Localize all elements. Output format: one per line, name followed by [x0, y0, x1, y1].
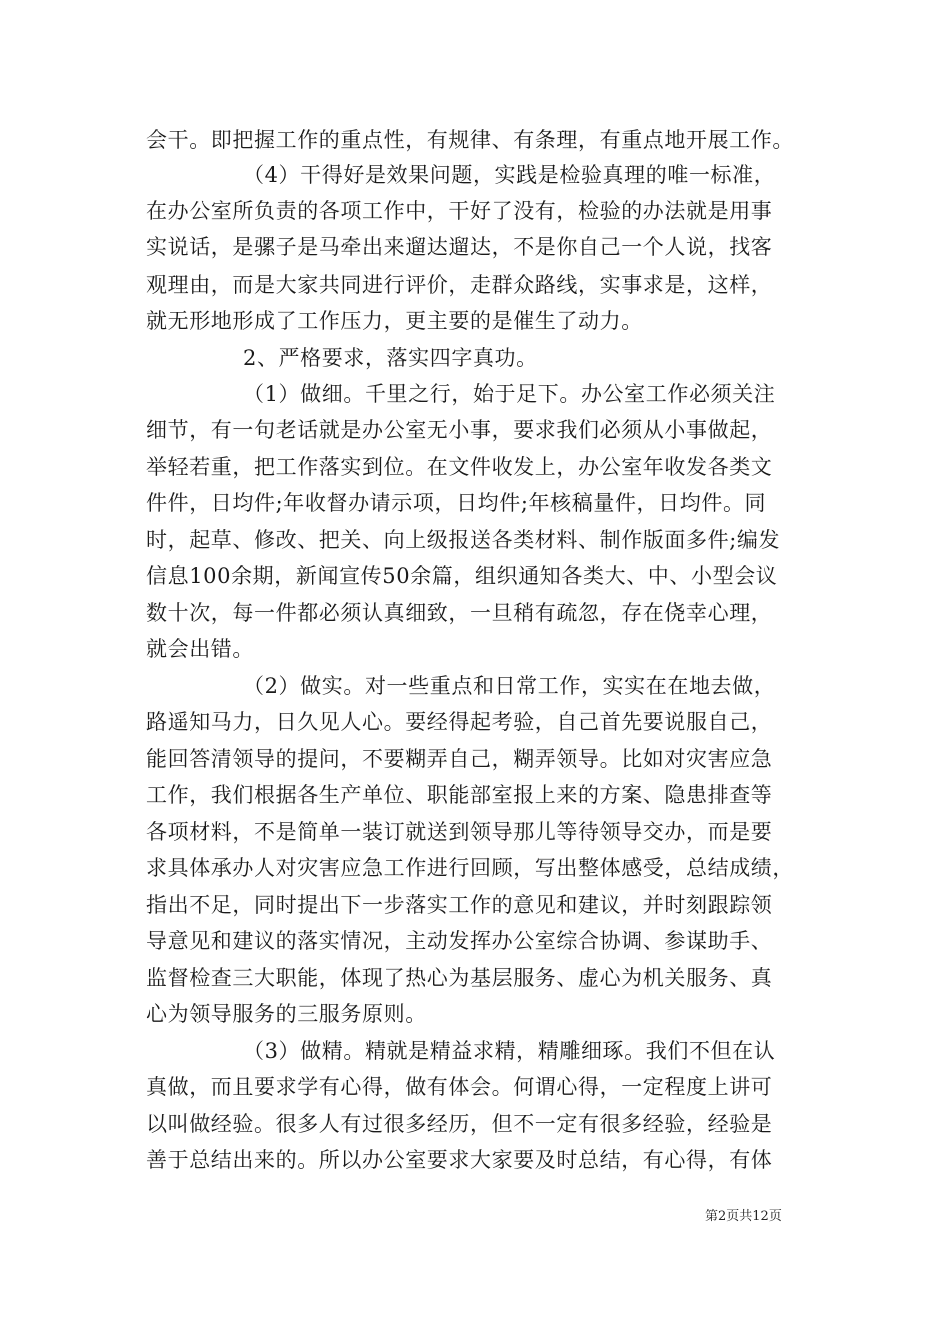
text-line: 能回答清领导的提问，不要糊弄自己，糊弄领导。比如对灾害应急: [146, 747, 773, 771]
text-line: 举轻若重，把工作落实到位。在文件收发上，办公室年收发各类文: [146, 455, 773, 479]
text-line: 时，起草、修改、把关、向上级报送各类材料、制作版面多件;编发: [146, 528, 781, 552]
text-line: 监督检查三大职能，体现了热心为基层服务、虚心为机关服务、真: [146, 966, 773, 990]
text-line: （3）做精。精就是精益求精，精雕细琢。我们不但在认: [243, 1039, 776, 1063]
page-number-footer: 第2页共12页: [705, 1209, 782, 1224]
text-line: 各项材料，不是简单一装订就送到领导那儿等待领导交办，而是要: [146, 820, 773, 844]
text-line: 导意见和建议的落实情况，主动发挥办公室综合协调、参谋助手、: [146, 929, 773, 953]
text-line: 数十次，每一件都必须认真细致，一旦稍有疏忽，存在侥幸心理，: [146, 601, 773, 625]
text-line: 实说话，是骡子是马牵出来遛达遛达，不是你自己一个人说，找客: [146, 235, 773, 259]
text-line: 指出不足，同时提出下一步落实工作的意见和建议，并时刻跟踪领: [146, 893, 773, 917]
text-line: 路遥知马力，日久见人心。要经得起考验，自己首先要说服自己，: [146, 710, 773, 734]
text-line: 在办公室所负责的各项工作中，干好了没有，检验的办法就是用事: [146, 199, 773, 223]
text-line: （2）做实。对一些重点和日常工作，实实在在地去做，: [243, 674, 776, 698]
text-line: 观理由，而是大家共同进行评价，走群众路线，实事求是，这样，: [146, 273, 773, 297]
text-line: 心为领导服务的三服务原则。: [146, 1002, 427, 1026]
text-line: 件件，日均件;年收督办请示项，日均件;年核稿量件，日均件。同: [146, 491, 767, 515]
text-line: 就会出错。: [146, 637, 254, 661]
text-line: （4）干得好是效果问题，实践是检验真理的唯一标准，: [243, 163, 776, 187]
text-line: 以叫做经验。很多人有过很多经历，但不一定有很多经验，经验是: [146, 1112, 773, 1136]
text-line: 工作，我们根据各生产单位、职能部室报上来的方案、隐患排查等: [146, 783, 773, 807]
text-line: 会干。即把握工作的重点性，有规律、有条理，有重点地开展工作。: [146, 128, 794, 152]
text-line: 真做，而且要求学有心得，做有体会。何谓心得，一定程度上讲可: [146, 1075, 773, 1099]
text-line: 细节，有一句老话就是办公室无小事，要求我们必须从小事做起，: [146, 418, 773, 442]
section-heading: 2、严格要求，落实四字真功。: [243, 346, 538, 370]
text-line: 就无形地形成了工作压力，更主要的是催生了动力。: [146, 309, 643, 333]
text-line: 求具体承办人对灾害应急工作进行回顾，写出整体感受，总结成绩，: [146, 856, 794, 880]
text-line: 信息100余期，新闻宣传50余篇，组织通知各类大、中、小型会议: [146, 564, 778, 588]
text-line: 善于总结出来的。所以办公室要求大家要及时总结，有心得，有体: [146, 1148, 773, 1172]
text-line: （1）做细。千里之行，始于足下。办公室工作必须关注: [243, 382, 776, 406]
